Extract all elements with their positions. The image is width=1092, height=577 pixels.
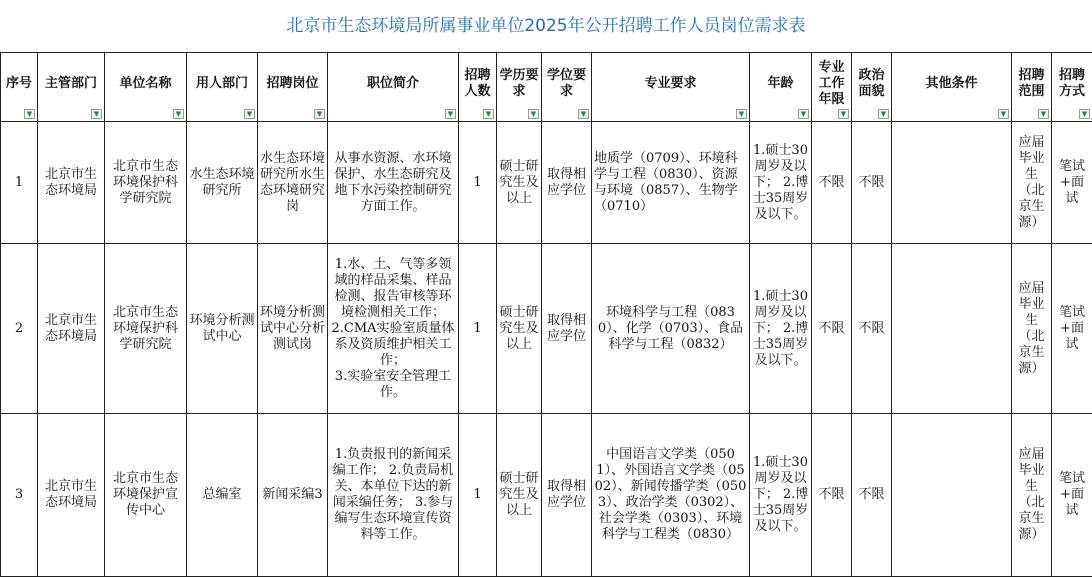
cell-edu[interactable]: 硕士研究生及以上	[497, 414, 542, 577]
cell-intro[interactable]: 从事水资源、水环境保护、水生态研究及地下水污染控制研究方面工作。	[328, 122, 459, 244]
cell-post[interactable]: 水生态环境研究所水生态环境研究岗	[258, 122, 328, 244]
header-user-dept: 用人部门 ▼	[187, 53, 258, 122]
cell-no[interactable]: 3	[1, 414, 38, 577]
cell-scope[interactable]: 应届毕业生（北京生源）	[1012, 122, 1052, 244]
cell-other[interactable]	[892, 414, 1012, 577]
cell-user-dept[interactable]: 环境分析测试中心	[187, 244, 258, 414]
table-row	[1, 414, 1092, 577]
header-age: 年龄 ▼	[750, 53, 812, 122]
cell-method[interactable]: 笔试+面试	[1052, 414, 1092, 577]
cell-method[interactable]: 笔试+面试	[1052, 244, 1092, 414]
filter-dropdown-icon[interactable]: ▼	[314, 109, 325, 119]
cell-politics[interactable]: 不限	[852, 122, 892, 244]
cell-degree[interactable]: 取得相应学位	[542, 414, 592, 577]
cell-scope[interactable]: 应届毕业生（北京生源）	[1012, 244, 1052, 414]
filter-dropdown-icon[interactable]: ▼	[1038, 109, 1049, 119]
header-post: 招聘岗位 ▼	[258, 53, 328, 122]
header-no: 序号 ▼	[1, 53, 38, 122]
filter-dropdown-icon[interactable]: ▼	[91, 109, 102, 119]
cell-edu[interactable]: 硕士研究生及以上	[497, 244, 542, 414]
cell-years[interactable]: 不限	[812, 122, 852, 244]
cell-unit[interactable]: 北京市生态环境保护宣传中心	[105, 414, 187, 577]
cell-count[interactable]: 1	[459, 244, 497, 414]
cell-other[interactable]	[892, 244, 1012, 414]
cell-politics[interactable]: 不限	[852, 414, 892, 577]
filter-dropdown-icon[interactable]: ▼	[24, 109, 35, 119]
cell-politics[interactable]: 不限	[852, 244, 892, 414]
cell-dept[interactable]: 北京市生态环境局	[38, 122, 105, 244]
cell-degree[interactable]: 取得相应学位	[542, 122, 592, 244]
cell-edu[interactable]: 硕士研究生及以上	[497, 122, 542, 244]
cell-user-dept[interactable]: 总编室	[187, 414, 258, 577]
cell-other[interactable]	[892, 122, 1012, 244]
header-edu: 学历要求 ▼	[497, 53, 542, 122]
filter-dropdown-icon[interactable]: ▼	[998, 109, 1009, 119]
filter-dropdown-icon[interactable]: ▼	[838, 109, 849, 119]
cell-dept[interactable]: 北京市生态环境局	[38, 414, 105, 577]
filter-dropdown-icon[interactable]: ▼	[736, 109, 747, 119]
cell-post[interactable]: 环境分析测试中心分析测试岗	[258, 244, 328, 414]
cell-degree[interactable]: 取得相应学位	[542, 244, 592, 414]
header-degree: 学位要求 ▼	[542, 53, 592, 122]
header-row	[1, 53, 1092, 122]
header-intro: 职位简介 ▼	[328, 53, 459, 122]
header-major: 专业要求 ▼	[592, 53, 750, 122]
filter-dropdown-icon[interactable]: ▼	[798, 109, 809, 119]
table-row	[1, 122, 1092, 244]
cell-no[interactable]: 1	[1, 122, 38, 244]
table-row	[1, 244, 1092, 414]
cell-unit[interactable]: 北京市生态环境保护科学研究院	[105, 122, 187, 244]
cell-scope[interactable]: 应届毕业生（北京生源）	[1012, 414, 1052, 577]
header-scope: 招聘范围 ▼	[1012, 53, 1052, 122]
filter-dropdown-icon[interactable]: ▼	[244, 109, 255, 119]
header-politics: 政治面貌 ▼	[852, 53, 892, 122]
filter-dropdown-icon[interactable]: ▼	[578, 109, 589, 119]
cell-unit[interactable]: 北京市生态环境保护科学研究院	[105, 244, 187, 414]
filter-dropdown-icon[interactable]: ▼	[483, 109, 494, 119]
cell-method[interactable]: 笔试+面试	[1052, 122, 1092, 244]
cell-no[interactable]: 2	[1, 244, 38, 414]
cell-years[interactable]: 不限	[812, 414, 852, 577]
header-dept: 主管部门 ▼	[38, 53, 105, 122]
cell-age[interactable]: 1.硕士30周岁及以下； 2.博士35周岁及以下。	[750, 244, 812, 414]
cell-major[interactable]: 环境科学与工程（0830）、化学（0703）、食品科学与工程（0832）	[592, 244, 750, 414]
filter-dropdown-icon[interactable]: ▼	[173, 109, 184, 119]
filter-dropdown-icon[interactable]: ▼	[528, 109, 539, 119]
page-title: 北京市生态环境局所属事业单位2025年公开招聘工作人员岗位需求表	[0, 0, 1092, 52]
cell-intro[interactable]: 1.水、土、气等多领域的样品采集、样品检测、报告审核等环境检测相关工作； 2.CMA实验室质量体系及资质维护相关工作； 3.实验室安全管理工作。	[328, 244, 459, 414]
filter-dropdown-icon[interactable]: ▼	[445, 109, 456, 119]
cell-count[interactable]: 1	[459, 414, 497, 577]
filter-dropdown-icon[interactable]: ▼	[1079, 109, 1090, 119]
cell-count[interactable]: 1	[459, 122, 497, 244]
cell-intro[interactable]: 1.负责报刊的新闻采编工作； 2.负责局机关、本单位下达的新闻采编任务； 3.参与编写生态环境宣传资料等工作。	[328, 414, 459, 577]
cell-post[interactable]: 新闻采编3	[258, 414, 328, 577]
header-other: 其他条件 ▼	[892, 53, 1012, 122]
filter-dropdown-icon[interactable]: ▼	[878, 109, 889, 119]
job-table	[0, 52, 1092, 577]
cell-major[interactable]: 地质学（0709）、环境科学与工程（0830）、资源与环境（0857）、生物学（0710）	[592, 122, 750, 244]
cell-user-dept[interactable]: 水生态环境研究所	[187, 122, 258, 244]
cell-age[interactable]: 1.硕士30周岁及以下； 2.博士35周岁及以下。	[750, 414, 812, 577]
cell-dept[interactable]: 北京市生态环境局	[38, 244, 105, 414]
header-unit: 单位名称 ▼	[105, 53, 187, 122]
header-count: 招聘人数 ▼	[459, 53, 497, 122]
header-method: 招聘方式 ▼	[1052, 53, 1092, 122]
cell-major[interactable]: 中国语言文学类（0501）、外国语言文学类（0502）、新闻传播学类（0503）、政治学类（0302）、社会学类（0303）、环境科学与工程类（0830）	[592, 414, 750, 577]
cell-years[interactable]: 不限	[812, 244, 852, 414]
header-years: 专业工作年限 ▼	[812, 53, 852, 122]
cell-age[interactable]: 1.硕士30周岁及以下； 2.博士35周岁及以下。	[750, 122, 812, 244]
